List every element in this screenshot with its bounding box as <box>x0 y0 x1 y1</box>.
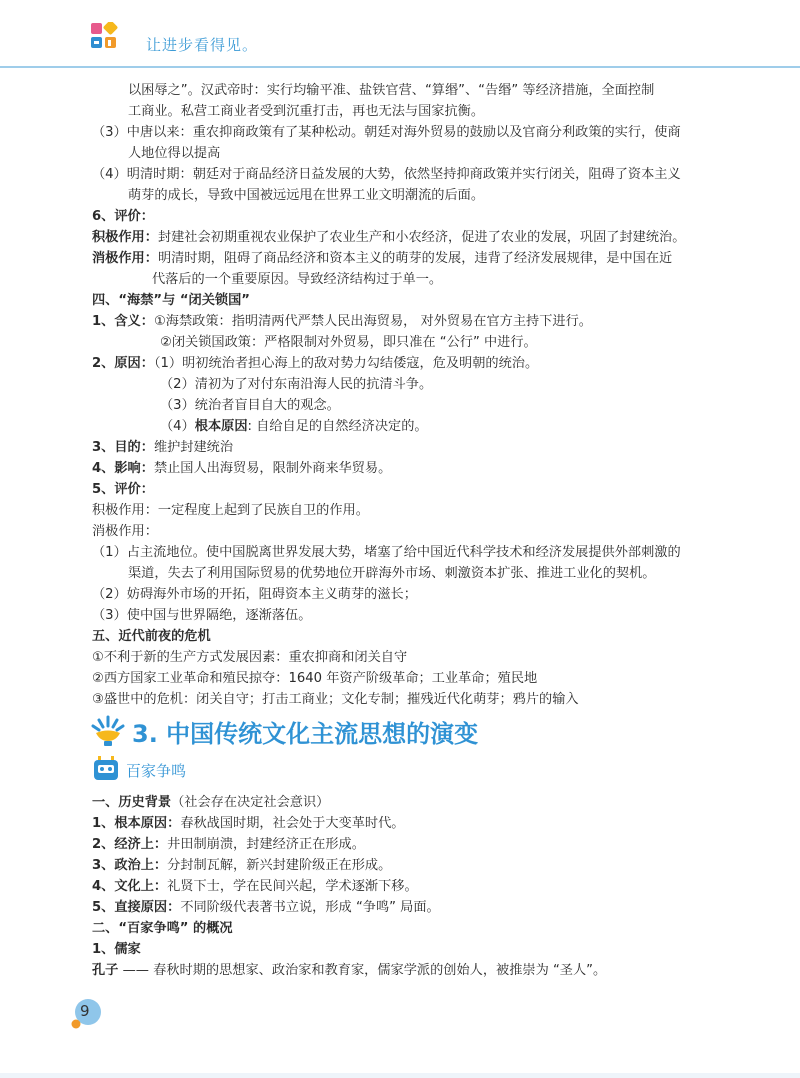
term-label: 积极作用： <box>92 230 158 245</box>
text-line: （3）中唐以来：重农抑商政策有了某种松动。朝廷对海外贸易的鼓励以及官商分利政策的实行，使商 <box>92 125 681 140</box>
term-text: 井田制崩溃，封建经济正在形成。 <box>167 837 365 852</box>
section-heading: 二、“百家争鸣” 的概况 <box>92 921 233 936</box>
text-line <box>92 834 722 855</box>
text-line <box>92 897 722 918</box>
term-label: 消极作用： <box>92 251 158 266</box>
term-text: 分封制瓦解，新兴封建阶级正在形成。 <box>167 858 392 873</box>
page-header <box>0 0 800 68</box>
term-text: 禁止国人出海贸易，限制外商来华贸易。 <box>153 461 392 476</box>
subsection-title-text: 百家争鸣 <box>126 762 187 780</box>
robot-icon <box>92 756 120 782</box>
term-text: 春秋战国时期，社会处于大变革时代。 <box>180 816 405 831</box>
text-line: 代落后的一个重要原因。导致经济结构过于单一。 <box>152 272 443 287</box>
term-text: 封建社会初期重视农业保护了农业生产和小农经济，促进了农业的发展，巩固了封建统治。 <box>157 230 686 245</box>
term-text: —— 春秋时期的思想家、政治家和教育家，儒家学派的创始人，被推崇为 “圣人”。 <box>118 963 607 978</box>
term-label: 孔子 <box>92 963 119 978</box>
list-marker: （4） <box>160 419 195 434</box>
text-line: （3）统治者盲目自大的观念。 <box>160 398 340 413</box>
term-label: 2、经济上： <box>92 837 168 852</box>
text-line: 渠道，失去了利用国际贸易的优势地位开辟海外市场、刺激资本扩张、推进工业化的契机。 <box>128 566 656 581</box>
text-line: （1）占主流地位。使中国脱离世界发展大势，堵塞了给中国近代科学技术和经济发展提供外部刺激的 <box>92 545 681 560</box>
brand-logo-icon <box>90 22 118 50</box>
text-line: ②闭关锁国政策：严格限制对外贸易，即只准在 “公行” 中进行。 <box>160 335 537 350</box>
text-line: ③盛世中的危机：闭关自守；打击工商业；文化专制；摧残近代化萌芽；鸦片的输入 <box>92 692 579 707</box>
body-text-block-2 <box>92 792 722 981</box>
text-line <box>92 792 722 813</box>
term-label: 1、根本原因： <box>92 816 181 831</box>
term-text: 明清时期，阻碍了商品经济和资本主义的萌芽的发展，违背了经济发展规律，是中国在近 <box>157 251 673 266</box>
text-line: ①不利于新的生产方式发展因素：重农抑商和闭关自守 <box>92 650 408 665</box>
text-line: 消极作用： <box>92 524 158 539</box>
term-text: （1）明初统治者担心海上的敌对势力勾结倭寇，危及明朝的统治。 <box>153 356 539 371</box>
term-text: 不同阶级代表著书立说，形成 “争鸣” 局面。 <box>180 900 440 915</box>
term-text: （社会存在决定社会意识） <box>171 795 330 810</box>
term-label: 根本原因 <box>194 419 248 434</box>
subheading: 6、评价： <box>92 209 154 224</box>
text-line <box>92 227 722 248</box>
term-text: ①海禁政策：指明清两代严禁人民出海贸易， 对外贸易在官方主持下进行。 <box>153 314 592 329</box>
term-text: 礼贤下士，学在民间兴起，学术逐渐下移。 <box>167 879 418 894</box>
brand-slogan: 让进步看得见。 <box>146 36 259 54</box>
text-line <box>92 248 722 269</box>
text-line: ②西方国家工业革命和殖民掠夺：1640 年资产阶级革命；工业革命；殖民地 <box>92 671 538 686</box>
subheading: 1、儒家 <box>92 942 141 957</box>
text-line: 萌芽的成长，导致中国被远远甩在世界工业文明潮流的后面。 <box>128 188 485 203</box>
section-heading: 四、“海禁”与 “闭关锁国” <box>92 293 250 308</box>
body-text-block <box>92 80 722 710</box>
idea-bulb-icon <box>90 714 126 750</box>
text-line: （2）妨碍海外市场的开拓，阻碍资本主义萌芽的滋长； <box>92 587 417 602</box>
term-label: 4、文化上： <box>92 879 168 894</box>
text-line <box>92 960 722 981</box>
text-line: 以困辱之”。汉武帝时：实行均输平准、盐铁官营、“算缗”、“告缗” 等经济措施，全面控制 <box>128 83 655 98</box>
text-line: （2）清初为了对付东南沿海人民的抗清斗争。 <box>160 377 433 392</box>
text-line <box>92 876 722 897</box>
text-line <box>92 353 722 374</box>
text-line: 工商业。私营工商业者受到沉重打击，再也无法与国家抗衡。 <box>128 104 485 119</box>
page-number: 9 <box>80 1002 90 1020</box>
term-text: 维护封建统治 <box>153 440 234 455</box>
footer-band <box>0 1073 800 1078</box>
term-label: 4、影响： <box>92 461 154 476</box>
text-line: 人地位得以提高 <box>128 146 221 161</box>
text-line <box>92 855 722 876</box>
section-title-text: 3. 中国传统文化主流思想的演变 <box>132 720 479 748</box>
section-heading: 五、近代前夜的危机 <box>92 629 211 644</box>
text-line: 积极作用：一定程度上起到了民族自卫的作用。 <box>92 503 369 518</box>
text-line <box>92 416 722 437</box>
text-line <box>92 311 722 332</box>
text-line <box>92 813 722 834</box>
term-text: : 自给自足的自然经济决定的。 <box>247 419 428 434</box>
subheading: 5、评价： <box>92 482 154 497</box>
text-line <box>92 437 722 458</box>
term-label: 3、政治上： <box>92 858 168 873</box>
text-line <box>92 458 722 479</box>
term-label: 1、含义： <box>92 314 154 329</box>
term-label: 5、直接原因： <box>92 900 181 915</box>
term-label: 3、目的： <box>92 440 154 455</box>
term-label: 2、原因： <box>92 356 154 371</box>
header-divider <box>0 66 800 68</box>
text-line: （4）明清时期：朝廷对于商品经济日益发展的大势，依然坚持抑商政策并实行闭关，阻碍了资本主义 <box>92 167 681 182</box>
section-heading: 一、历史背景 <box>92 795 172 810</box>
text-line: （3）使中国与世界隔绝，逐渐落伍。 <box>92 608 312 623</box>
